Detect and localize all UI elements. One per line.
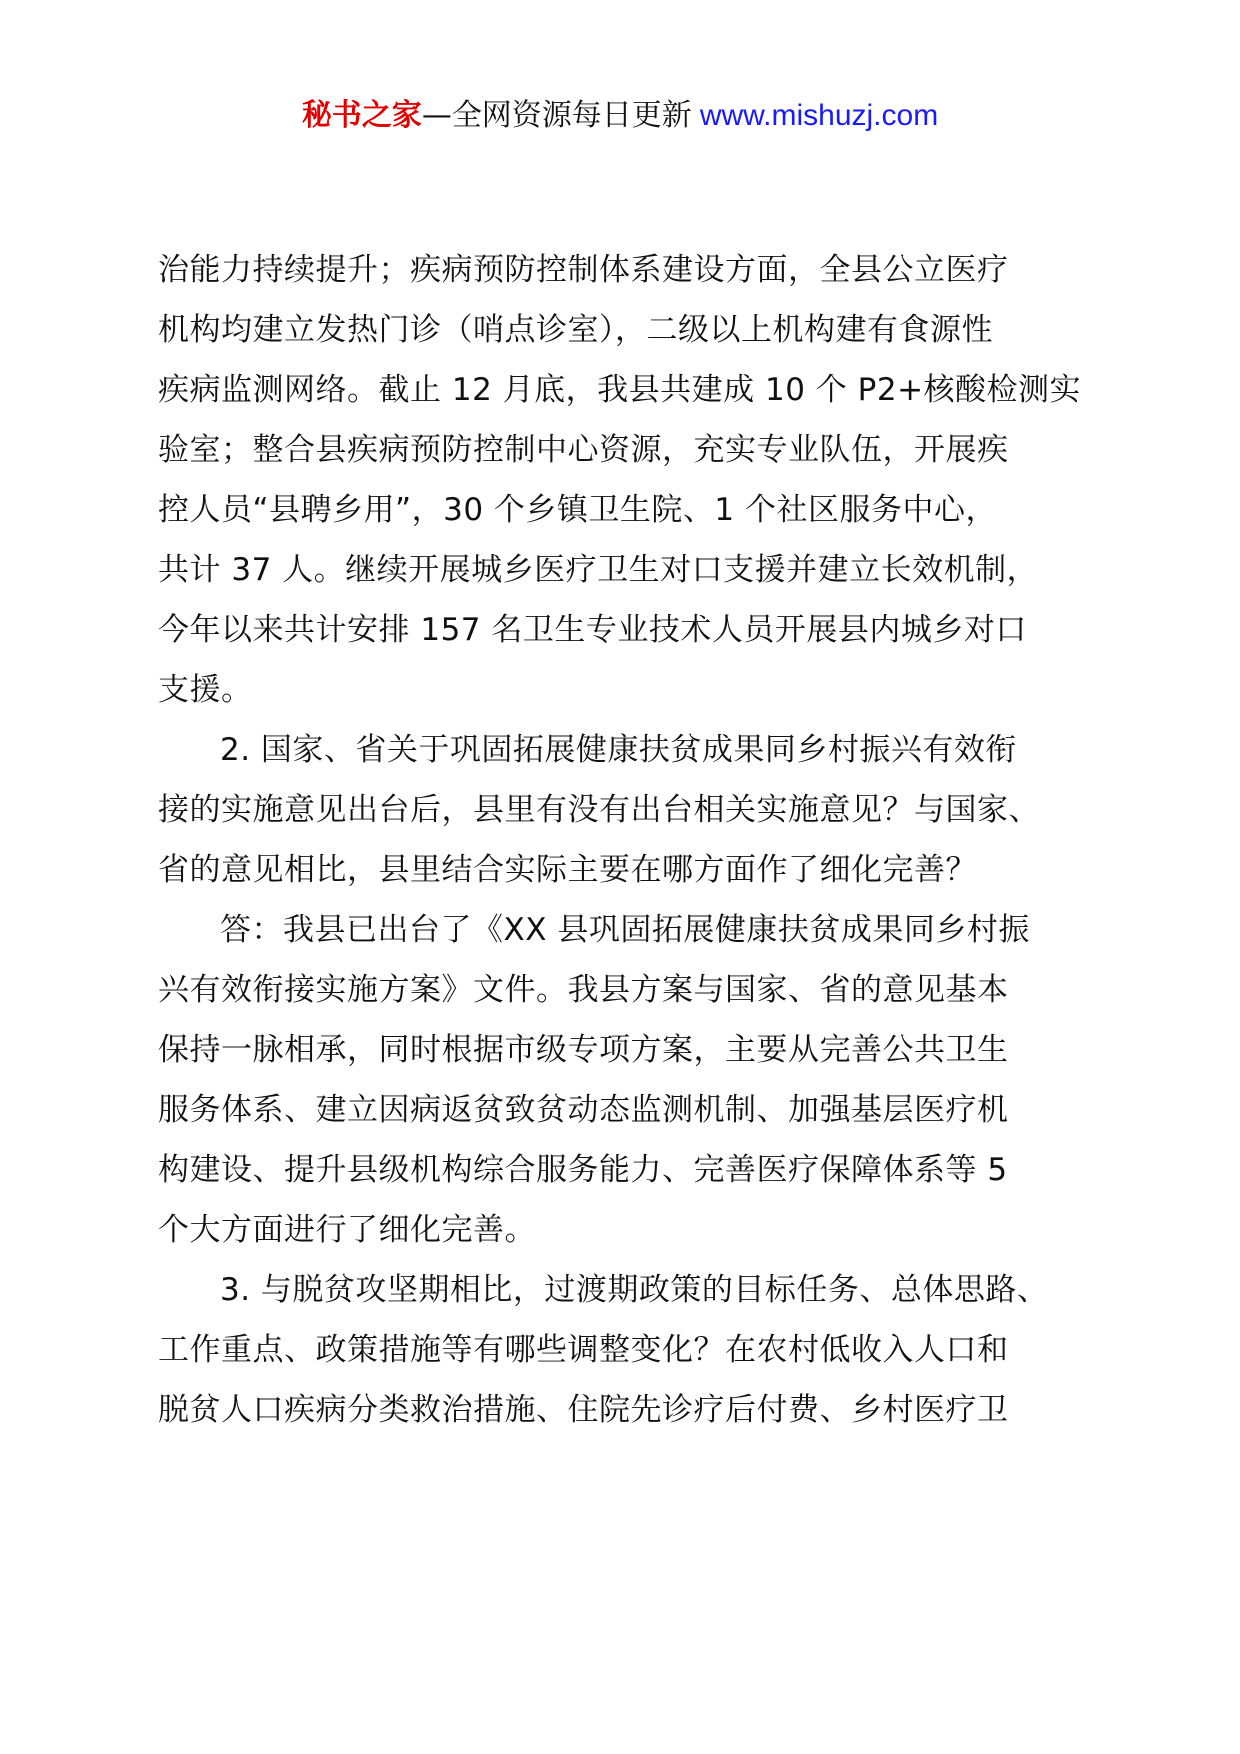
text-line: 个大方面进行了细化完善。 [158,1212,536,1248]
document-body [158,240,1088,1440]
text-line: 服务体系、建立因病返贫致贫动态监测机制、加强基层医疗机 [158,1092,1009,1128]
text-line: 治能力持续提升；疾病预防控制体系建设方面，全县公立医疗 [158,252,1009,288]
answer-2-paragraph [158,900,1088,1260]
text-line: 验室；整合县疾病预防控制中心资源，充实专业队伍，开展疾 [158,432,1009,468]
text-line: 3. 与脱贫攻坚期相比，过渡期政策的目标任务、总体思路、 [220,1272,1049,1308]
text-line: 兴有效衔接实施方案》文件。我县方案与国家、省的意见基本 [158,972,1009,1008]
text-line: 今年以来共计安排 157 名卫生专业技术人员开展县内城乡对口 [158,612,1027,648]
text-line: 控人员“县聘乡用”，30 个乡镇卫生院、1 个社区服务中心， [158,492,997,528]
text-line: 共计 37 人。继续开展城乡医疗卫生对口支援并建立长效机制， [158,552,1039,588]
text-line: 答：我县已出台了《XX 县巩固拓展健康扶贫成果同乡村振 [220,912,1030,948]
text-line: 工作重点、政策措施等有哪些调整变化？在农村低收入人口和 [158,1332,1009,1368]
text-line: 疾病监测网络。截止 12 月底，我县共建成 10 个 P2+核酸检测实 [158,372,1082,408]
text-line: 构建设、提升县级机构综合服务能力、完善医疗保障体系等 5 [158,1152,1008,1188]
question-2-paragraph [158,720,1088,900]
text-line: 接的实施意见出台后，县里有没有出台相关实施意见？与国家、 [158,792,1040,828]
paragraph-continuation [158,240,1088,720]
text-line: 脱贫人口疾病分类救治措施、住院先诊疗后付费、乡村医疗卫 [158,1392,1009,1428]
site-url-link[interactable]: www.mishuzj.com [699,99,939,132]
text-line: 保持一脉相承，同时根据市级专项方案，主要从完善公共卫生 [158,1032,1009,1068]
text-line: 支援。 [158,672,253,708]
question-3-paragraph [158,1260,1088,1440]
text-line: 机构均建立发热门诊（哨点诊室），二级以上机构建有食源性 [158,312,993,348]
header-tagline: —全网资源每日更新 [421,98,692,133]
brand-name: 秘书之家 [301,98,422,133]
page-header [0,96,1240,136]
text-line: 省的意见相比，县里结合实际主要在哪方面作了细化完善？ [158,852,977,888]
text-line: 2. 国家、省关于巩固拓展健康扶贫成果同乡村振兴有效衔 [220,732,1017,768]
